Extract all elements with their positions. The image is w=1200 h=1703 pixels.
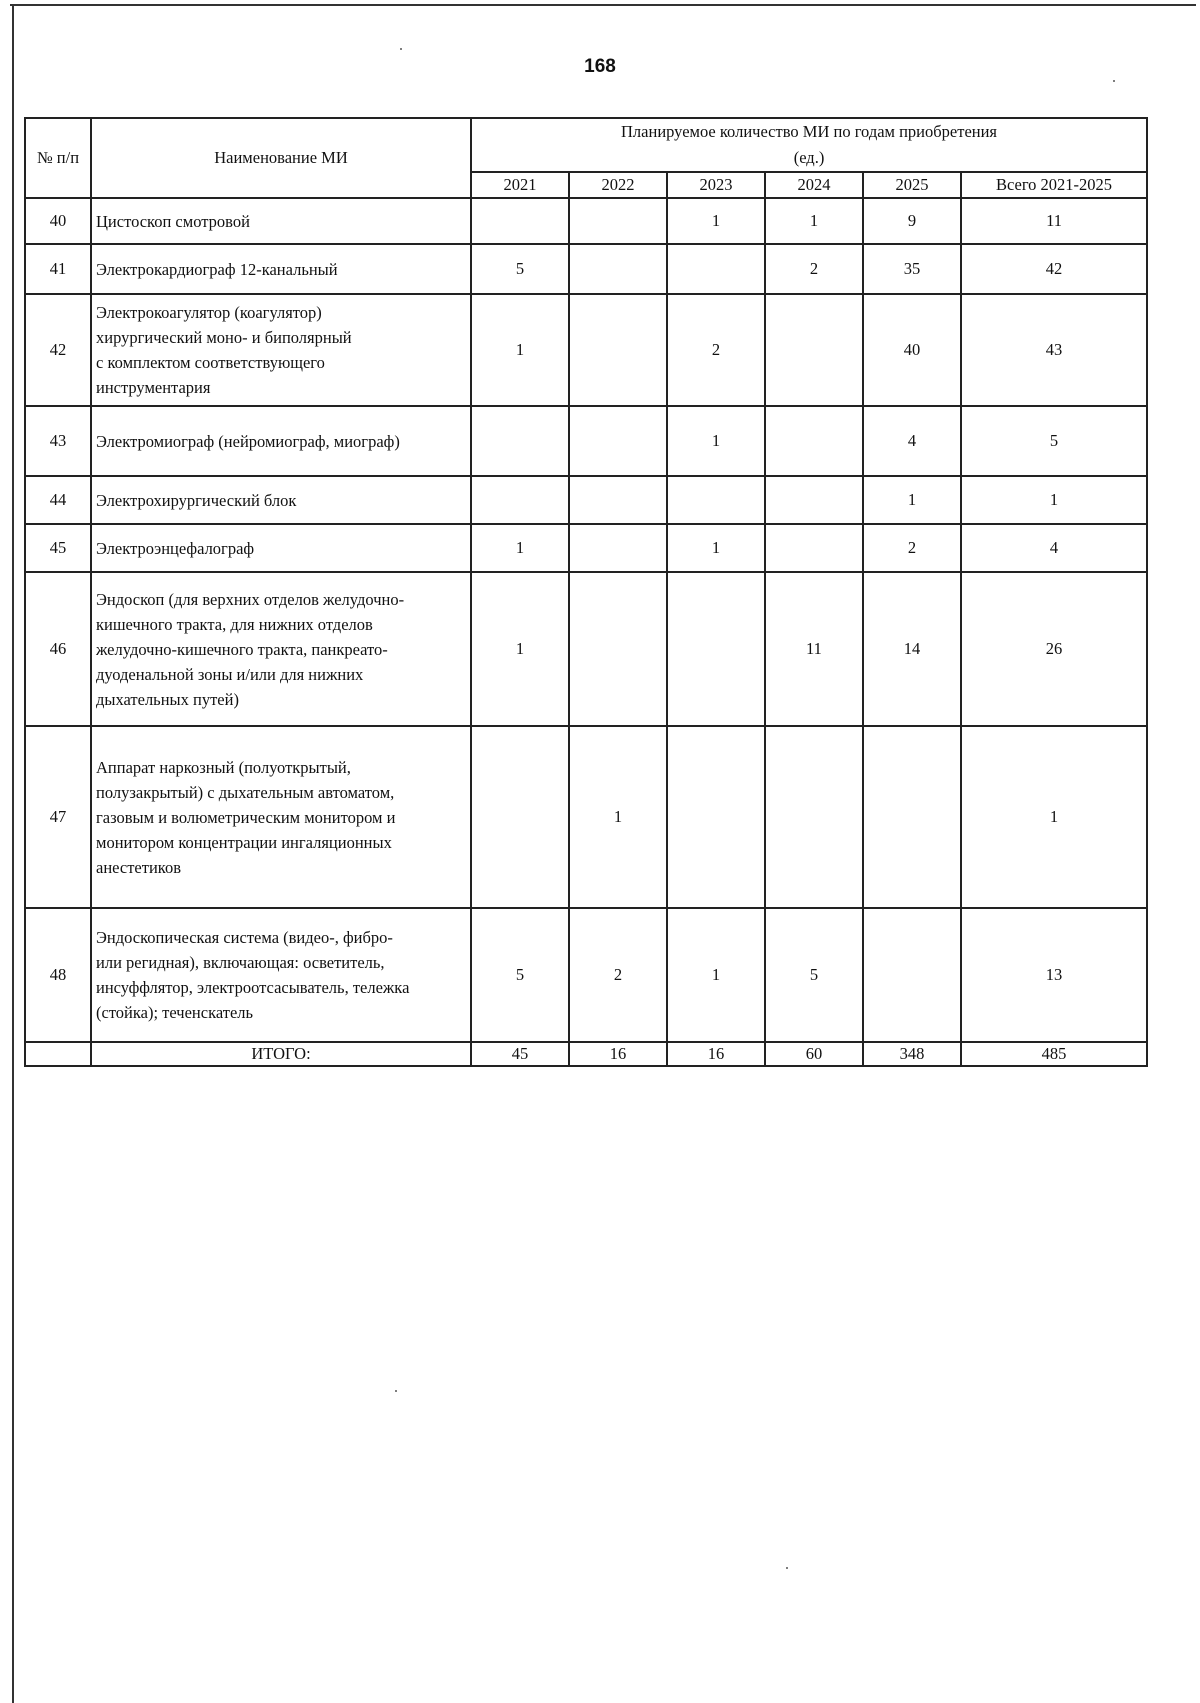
row-name bbox=[91, 726, 471, 908]
cell-2023: 2 bbox=[667, 294, 765, 406]
cell-2024 bbox=[765, 476, 863, 524]
cell-2024 bbox=[765, 524, 863, 572]
cell-2022 bbox=[569, 524, 667, 572]
cell-2023 bbox=[667, 572, 765, 726]
cell-2022 bbox=[569, 244, 667, 294]
cell-2025 bbox=[863, 908, 961, 1042]
total-label: ИТОГО: bbox=[91, 1042, 471, 1066]
cell-2021 bbox=[471, 476, 569, 524]
cell-total: 5 bbox=[961, 406, 1147, 476]
cell-2024: 11 bbox=[765, 572, 863, 726]
page-number: 168 bbox=[584, 56, 616, 77]
row-name bbox=[91, 908, 471, 1042]
total-2021: 45 bbox=[471, 1042, 569, 1066]
cell-total: 4 bbox=[961, 524, 1147, 572]
header-row bbox=[25, 118, 1147, 172]
header-year: 2022 bbox=[569, 172, 667, 198]
cell-2024 bbox=[765, 406, 863, 476]
row-name-line: Цистоскоп смотровой bbox=[96, 211, 250, 231]
cell-2021: 1 bbox=[471, 572, 569, 726]
cell-total: 1 bbox=[961, 476, 1147, 524]
scan-border-left bbox=[12, 4, 14, 1703]
equipment-table bbox=[24, 117, 1148, 1067]
total-num-cell bbox=[25, 1042, 91, 1066]
cell-2022: 2 bbox=[569, 908, 667, 1042]
header-num: № п/п bbox=[25, 118, 91, 198]
cell-total: 42 bbox=[961, 244, 1147, 294]
table-row bbox=[25, 524, 1147, 572]
cell-2021: 5 bbox=[471, 244, 569, 294]
row-name-line: Электрохирургический блок bbox=[96, 490, 297, 510]
row-name-line: Эндоскопическая система (видео-, фибро- bbox=[96, 928, 393, 947]
header-name: Наименование МИ bbox=[91, 118, 471, 198]
row-name-line: Электрокоагулятор (коагулятор) bbox=[96, 303, 322, 322]
row-name bbox=[91, 524, 471, 572]
row-name-line: с комплектом соответствующего bbox=[96, 353, 325, 372]
row-name-line: полузакрытый) с дыхательным автоматом, bbox=[96, 782, 395, 802]
table-row bbox=[25, 476, 1147, 524]
cell-2022 bbox=[569, 572, 667, 726]
cell-2024 bbox=[765, 726, 863, 908]
cell-2025 bbox=[863, 726, 961, 908]
table-row bbox=[25, 198, 1147, 244]
row-name bbox=[91, 244, 471, 294]
cell-2023: 1 bbox=[667, 524, 765, 572]
cell-2022 bbox=[569, 406, 667, 476]
total-2025: 348 bbox=[863, 1042, 961, 1066]
row-name-line: Эндоскоп (для верхних отделов желудочно- bbox=[96, 589, 405, 609]
table-row bbox=[25, 294, 1147, 406]
cell-2025: 35 bbox=[863, 244, 961, 294]
cell-2024: 2 bbox=[765, 244, 863, 294]
total-row bbox=[25, 1042, 1147, 1066]
cell-2021 bbox=[471, 726, 569, 908]
row-name-line: или регидная), включающая: осветитель, bbox=[96, 953, 385, 972]
table-row bbox=[25, 572, 1147, 726]
header-group-line1: Планируемое количество МИ по годам приобретения bbox=[621, 122, 998, 141]
cell-2023 bbox=[667, 476, 765, 524]
row-name-line: желудочно-кишечного тракта, панкреато- bbox=[96, 639, 388, 659]
cell-2021 bbox=[471, 406, 569, 476]
row-name-line: газовым и волюметрическим монитором и bbox=[96, 807, 396, 827]
row-num: 41 bbox=[25, 244, 91, 294]
scan-speck bbox=[786, 1567, 788, 1569]
cell-2022 bbox=[569, 476, 667, 524]
row-name-line: дуоденальной зоны и/или для нижних bbox=[96, 664, 364, 684]
row-name bbox=[91, 572, 471, 726]
row-name-line: монитором концентрации ингаляционных bbox=[96, 832, 392, 852]
total-all: 485 bbox=[961, 1042, 1147, 1066]
cell-total: 13 bbox=[961, 908, 1147, 1042]
row-name-line: кишечного тракта, для нижних отделов bbox=[96, 614, 373, 634]
row-num: 45 bbox=[25, 524, 91, 572]
row-name bbox=[91, 406, 471, 476]
row-name-line: Электроэнцефалограф bbox=[96, 538, 255, 558]
header-year: 2023 bbox=[667, 172, 765, 198]
cell-2021: 5 bbox=[471, 908, 569, 1042]
table-row bbox=[25, 244, 1147, 294]
cell-2022 bbox=[569, 198, 667, 244]
header-total-years: Всего 2021-2025 bbox=[961, 172, 1147, 198]
scan-border-top bbox=[10, 4, 1196, 6]
cell-2022: 1 bbox=[569, 726, 667, 908]
cell-2025: 2 bbox=[863, 524, 961, 572]
header-year: 2021 bbox=[471, 172, 569, 198]
row-num: 40 bbox=[25, 198, 91, 244]
cell-2023 bbox=[667, 244, 765, 294]
table-row bbox=[25, 908, 1147, 1042]
scan-speck bbox=[400, 48, 402, 50]
row-name-line: инструментария bbox=[96, 378, 211, 397]
header-group bbox=[471, 118, 1147, 172]
row-name-line: Электрокардиограф 12-канальный bbox=[96, 259, 338, 279]
row-num: 48 bbox=[25, 908, 91, 1042]
header-year: 2025 bbox=[863, 172, 961, 198]
header-year: 2024 bbox=[765, 172, 863, 198]
cell-2021: 1 bbox=[471, 524, 569, 572]
total-2024: 60 bbox=[765, 1042, 863, 1066]
cell-total: 43 bbox=[961, 294, 1147, 406]
row-name bbox=[91, 476, 471, 524]
row-name-line: дыхательных путей) bbox=[96, 689, 239, 709]
row-name bbox=[91, 198, 471, 244]
cell-total: 26 bbox=[961, 572, 1147, 726]
row-name-line: Аппарат наркозный (полуоткрытый, bbox=[96, 757, 351, 777]
cell-2023: 1 bbox=[667, 198, 765, 244]
row-name bbox=[91, 294, 471, 406]
row-num: 42 bbox=[25, 294, 91, 406]
cell-2024 bbox=[765, 294, 863, 406]
cell-2023: 1 bbox=[667, 908, 765, 1042]
scan-speck bbox=[1113, 80, 1115, 82]
row-num: 46 bbox=[25, 572, 91, 726]
header-group-line2: (ед.) bbox=[793, 148, 825, 167]
cell-total: 11 bbox=[961, 198, 1147, 244]
total-2022: 16 bbox=[569, 1042, 667, 1066]
row-name-line: инсуффлятор, электроотсасыватель, тележка bbox=[96, 978, 410, 997]
cell-2021 bbox=[471, 198, 569, 244]
table-row bbox=[25, 726, 1147, 908]
row-num: 44 bbox=[25, 476, 91, 524]
row-num: 43 bbox=[25, 406, 91, 476]
table-row bbox=[25, 406, 1147, 476]
total-2023: 16 bbox=[667, 1042, 765, 1066]
cell-2023: 1 bbox=[667, 406, 765, 476]
cell-2025: 40 bbox=[863, 294, 961, 406]
row-name-line: анестетиков bbox=[96, 857, 182, 877]
cell-total: 1 bbox=[961, 726, 1147, 908]
scan-speck bbox=[395, 1390, 397, 1392]
cell-2021: 1 bbox=[471, 294, 569, 406]
cell-2025: 14 bbox=[863, 572, 961, 726]
cell-2025: 4 bbox=[863, 406, 961, 476]
cell-2025: 1 bbox=[863, 476, 961, 524]
row-num: 47 bbox=[25, 726, 91, 908]
cell-2024: 1 bbox=[765, 198, 863, 244]
cell-2025: 9 bbox=[863, 198, 961, 244]
cell-2023 bbox=[667, 726, 765, 908]
cell-2024: 5 bbox=[765, 908, 863, 1042]
cell-2022 bbox=[569, 294, 667, 406]
row-name-line: Электромиограф (нейромиограф, миограф) bbox=[96, 431, 400, 451]
row-name-line: хирургический моно- и биполярный bbox=[96, 328, 352, 347]
row-name-line: (стойка); теченскатель bbox=[96, 1003, 254, 1022]
